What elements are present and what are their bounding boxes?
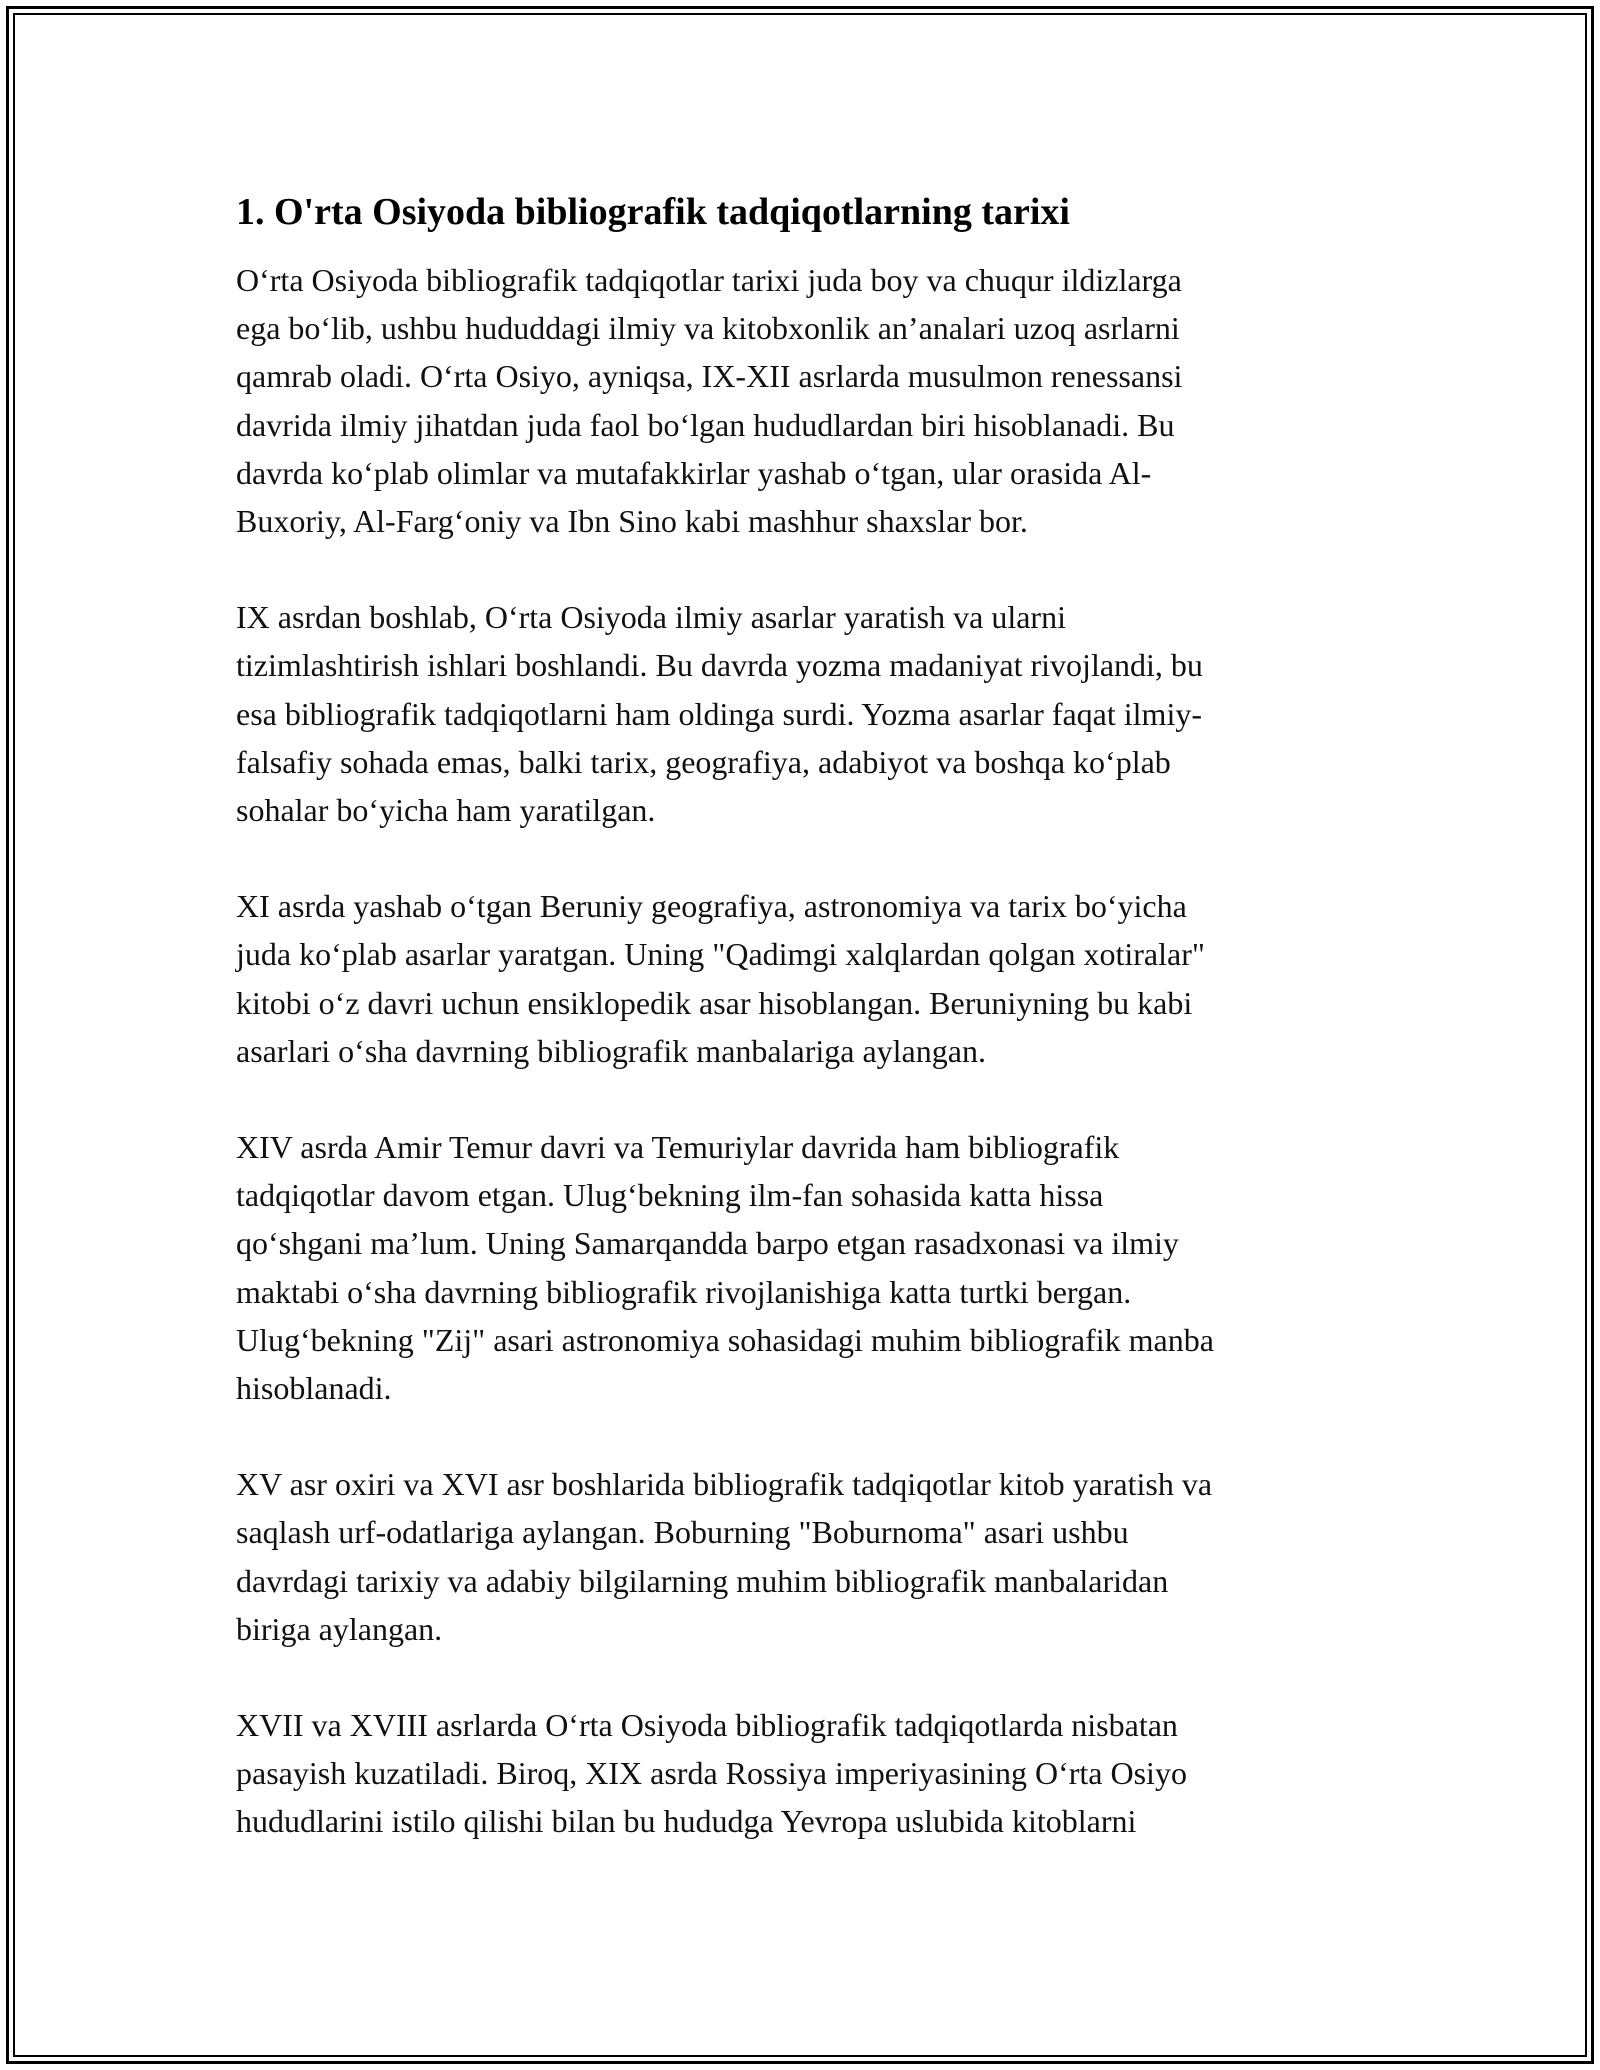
text-line: hisoblanadi. (236, 1370, 392, 1407)
text-line: maktabi o‘sha davrning bibliografik rivojlanishiga katta turtki bergan. (236, 1273, 1132, 1310)
text-line: davrida ilmiy jihatdan juda faol bo‘lgan hududlardan biri hisoblanadi. Bu (236, 406, 1175, 443)
text-line: kitobi o‘z davri uchun ensiklopedik asar hisoblangan. Beruniyning bu kabi (236, 984, 1193, 1021)
text-line: O‘rta Osiyoda bibliografik tadqiqotlar tarixi juda boy va chuqur ildizlarga (236, 262, 1182, 298)
paragraph (236, 882, 1386, 1075)
document-body (236, 188, 1386, 1894)
text-line: saqlash urf-odatlariga aylangan. Boburning "Boburnoma" asari ushbu (236, 1514, 1129, 1551)
text-line: juda ko‘plab asarlar yaratgan. Uning "Qadimgi xalqlardan qolgan xotiralar" (236, 936, 1205, 973)
paragraph (236, 1123, 1386, 1412)
text-line: XI asrda yashab o‘tgan Beruniy geografiya, astronomiya va tarix bo‘yicha (236, 888, 1187, 925)
text-line: davrdagi tarixiy va adabiy bilgilarning muhim bibliografik manbalaridan (236, 1562, 1169, 1599)
text-line: XIV asrda Amir Temur davri va Temuriylar davrida ham bibliografik (236, 1129, 1120, 1166)
document-title: 1. O'rta Osiyoda bibliografik tadqiqotlarning tarixi (236, 191, 1070, 233)
text-line: Buxoriy, Al-Farg‘oniy va Ibn Sino kabi mashhur shaxslar bor. (236, 503, 1028, 540)
text-line: ega bo‘lib, ushbu hududdagi ilmiy va kitobxonlik an’analari uzoq asrlarni (236, 310, 1180, 347)
paragraph (236, 1701, 1386, 1846)
paragraph-list (236, 256, 1386, 1846)
paragraph (236, 593, 1386, 834)
text-line: hududlarini istilo qilishi bilan bu hududga Yevropa uslubida kitoblarni (236, 1803, 1137, 1840)
text-line: qamrab oladi. O‘rta Osiyo, ayniqsa, IX-XII asrlarda musulmon renessansi (236, 358, 1183, 395)
text-line: davrda ko‘plab olimlar va mutafakkirlar yashab o‘tgan, ular orasida Al- (236, 454, 1152, 491)
text-line: XVII va XVIII asrlarda O‘rta Osiyoda bibliografik tadqiqotlarda nisbatan (236, 1707, 1178, 1744)
text-line: tizimlashtirish ishlari boshlandi. Bu davrda yozma madaniyat rivojlandi, bu (236, 647, 1203, 684)
text-line: biriga aylangan. (236, 1610, 443, 1647)
text-line: tadqiqotlar davom etgan. Ulug‘bekning ilm-fan sohasida katta hissa (236, 1177, 1104, 1214)
paragraph (236, 1460, 1386, 1653)
text-line: qo‘shgani ma’lum. Uning Samarqandda barpo etgan rasadxonasi va ilmiy (236, 1225, 1179, 1262)
text-line: XV asr oxiri va XVI asr boshlarida bibliografik tadqiqotlar kitob yaratish va (236, 1466, 1213, 1503)
text-line: IX asrdan boshlab, O‘rta Osiyoda ilmiy asarlar yaratish va ularni (236, 599, 1066, 636)
text-line: Ulug‘bekning "Zij" asari astronomiya sohasidagi muhim bibliografik manba (236, 1321, 1214, 1358)
text-line: asarlari o‘sha davrning bibliografik manbalariga aylangan. (236, 1032, 986, 1069)
text-line: esa bibliografik tadqiqotlarni ham oldinga surdi. Yozma asarlar faqat ilmiy- (236, 695, 1202, 732)
paragraph (236, 256, 1386, 545)
text-line: falsafiy sohada emas, balki tarix, geografiya, adabiyot va boshqa ko‘plab (236, 743, 1171, 780)
text-line: sohalar bo‘yicha ham yaratilgan. (236, 792, 656, 829)
text-line: pasayish kuzatiladi. Biroq, XIX asrda Rossiya imperiyasining O‘rta Osiyo (236, 1755, 1187, 1792)
